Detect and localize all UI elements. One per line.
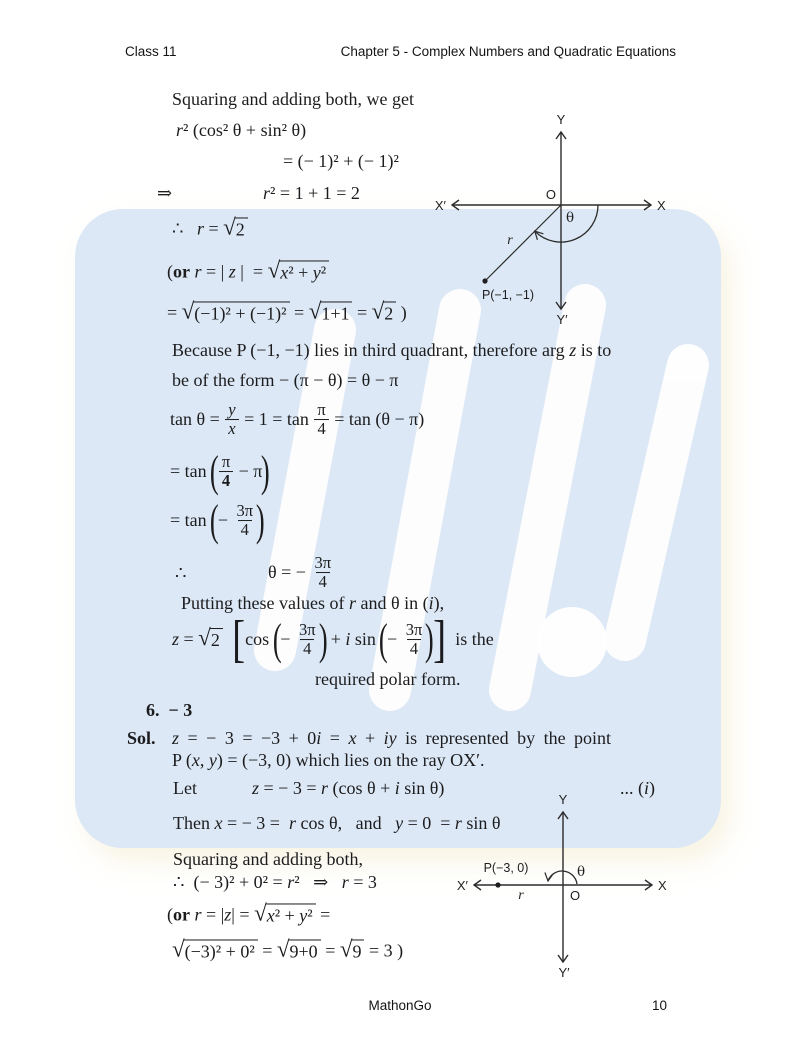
label-y-prime: Y′ <box>558 965 570 980</box>
label-theta: θ <box>566 210 575 226</box>
radical-sign: √ <box>371 297 384 324</box>
line-form-theta: be of the form − (π − θ) = θ − π <box>172 370 399 390</box>
line-or-modulus-2: ( or r = | z | = √ x² + y² = <box>167 899 331 926</box>
fraction-3pi-over-4: $\frac{3\pi}{4}$ <box>298 620 316 659</box>
line-or-modulus: ( or r = | z | = √ x² + y² <box>167 260 329 283</box>
radical-sign: √ <box>267 256 280 283</box>
line-r-equals-3: ∴ (− 3)² + 0² = r² ⇒ r = 3 <box>173 872 377 892</box>
line-polar-form: z = √ 2 [ cos ( − $\frac{3\pi}{4}$ ) + i sin ( − $\frac{3\pi}{4}$ ) ] is the <box>172 611 494 668</box>
radical-sign: √ <box>254 899 266 926</box>
line-required-polar: required polar form. <box>315 669 461 689</box>
line-point-on-ray: P (x, y) = (−3, 0) which lies on the ray OX′. <box>172 750 485 770</box>
radical-2b: √ 2 <box>372 301 397 324</box>
line-radical-chain: = √ (−1)² + (−1)² = √ 1+1 = √ 2 ) <box>167 297 407 324</box>
radical-9plus0: √ 9+0 <box>277 939 321 962</box>
sol-label: Sol. <box>127 728 156 748</box>
equation-ref-i: ... (i) <box>620 778 656 798</box>
radical-sign: √ <box>276 935 289 962</box>
label-y: Y <box>558 792 568 807</box>
radical-2: √ 2 <box>223 217 248 240</box>
label-r: r <box>507 233 513 248</box>
line-let-equation: z = − 3 = r (cos θ + i sin θ) <box>252 778 445 798</box>
radical-sign: √ <box>223 213 235 240</box>
point-p-dot <box>495 882 500 887</box>
label-y-prime: Y′ <box>556 312 568 327</box>
footer-page-number: 10 <box>652 998 668 1013</box>
arc-arrowhead <box>545 873 553 882</box>
line-then-components: Then x = − 3 = r cos θ, and y = 0 = r sin θ <box>173 813 501 833</box>
radical-neg3-squares: √ (−3)² + 0² <box>172 939 258 962</box>
question-6-label: 6. − 3 <box>146 700 193 720</box>
radical-sign: √ <box>198 624 210 651</box>
radical-sign: √ <box>172 935 184 962</box>
line-r2-equals-2: r² = 1 + 1 = 2 <box>263 183 360 203</box>
label-point-p: P(−1, −1) <box>481 288 535 302</box>
ray-op <box>485 205 561 281</box>
header-class: Class 11 <box>125 44 177 59</box>
fraction-3pi-over-4: $\frac{3\pi}{4}$ <box>405 620 423 659</box>
label-r: r <box>518 888 524 903</box>
let-label: Let <box>173 778 197 798</box>
radical-sign: √ <box>181 297 194 324</box>
watermark-stroke-4 <box>625 365 688 640</box>
label-x: X <box>658 878 667 893</box>
radical-9: √ 9 <box>340 939 365 962</box>
radical-x2y2: √ x² + y² <box>268 260 330 283</box>
radical-sign: √ <box>339 935 352 962</box>
radical-sign: √ <box>308 297 321 324</box>
line-r-equals-sqrt2: ∴ r = √ 2 <box>172 217 248 240</box>
argand-diagram-q5 <box>420 106 680 341</box>
line-theta-value: θ = − $\frac{3\pi}{4}$ <box>268 554 335 592</box>
point-p-dot <box>482 278 487 283</box>
line-putting-values: Putting these values of r and θ in (i), <box>181 593 445 613</box>
watermark-dot <box>537 607 607 677</box>
line-tan-pi4-minus-pi: = tan ( $\frac{\pi}{4}$ − π ) <box>170 447 271 496</box>
argand-diagram-q6 <box>440 790 680 990</box>
fraction-y-over-x: $\frac{y}{x}$ <box>225 401 238 439</box>
radical-2: √ 2 <box>198 628 223 651</box>
header-chapter: Chapter 5 - Complex Numbers and Quadratic Equations <box>340 44 676 59</box>
line-r2-expansion: r² (cos² θ + sin² θ) <box>176 120 307 140</box>
fraction-3pi-over-4: $\frac{3\pi}{4}$ <box>236 501 254 540</box>
line-tan-neg-3pi4: = tan ( − $\frac{3\pi}{4}$ ) <box>170 496 265 545</box>
line-sol-z-eq: z = − 3 = −3 + 0i = x + iy is represented by the point <box>172 728 612 748</box>
radical-1plus1: √ 1+1 <box>309 301 353 324</box>
fraction-pi-over-4: $\frac{\pi}{4}$ <box>314 401 328 439</box>
label-origin: O <box>570 888 581 903</box>
line-radical-chain-2: √ (−3)² + 0² = √ 9+0 = √ 9 = 3 ) <box>172 935 404 962</box>
label-theta: θ <box>577 864 586 880</box>
fraction-3pi-over-4: $\frac{3\pi}{4}$ <box>314 553 332 592</box>
label-x-prime: X′ <box>456 878 468 893</box>
line-because-quadrant: Because P (−1, −1) lies in third quadrant, therefore arg z is to <box>172 340 612 360</box>
label-origin: O <box>545 187 556 202</box>
line-squaring-2: Squaring and adding both, <box>173 849 363 869</box>
label-point-p: P(−3, 0) <box>483 861 529 875</box>
label-x: X <box>657 198 666 213</box>
radical-x2y2: √ x² + y² <box>254 903 316 926</box>
line-tan-theta: tan θ = $\frac{y}{x}$ = 1 = tan $\frac{\pi}{4}$ = tan (θ − π) <box>170 400 425 439</box>
line-squares-sum: = (− 1)² + (− 1)² <box>283 151 399 171</box>
label-x-prime: X′ <box>434 198 446 213</box>
footer-brand: MathonGo <box>368 998 432 1013</box>
label-y: Y <box>556 112 566 127</box>
therefore-symbol: ∴ <box>175 563 187 583</box>
fraction-pi-over-4: $\frac{\pi}{4}$ <box>219 453 233 491</box>
line-squaring-intro: Squaring and adding both, we get <box>172 89 414 109</box>
radical-neg1-squares: √ (−1)² + (−1)² <box>182 301 290 324</box>
implies-symbol: ⇒ <box>157 183 173 203</box>
